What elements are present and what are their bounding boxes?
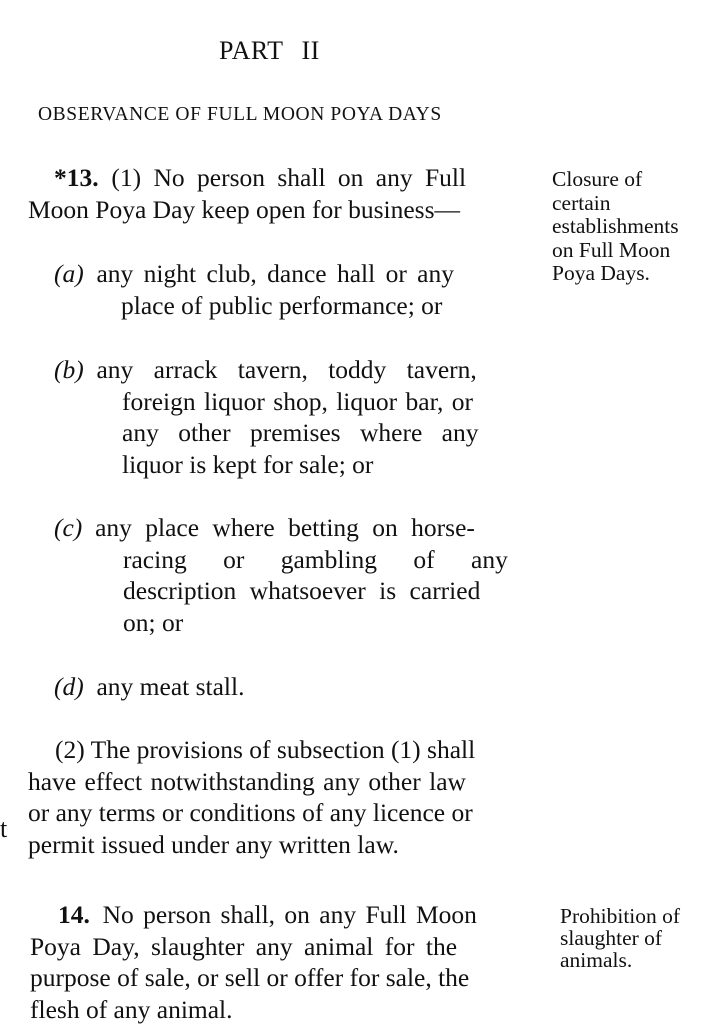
item-d-line1: any meat stall.: [96, 672, 245, 701]
item-a-line2: place of public performance; or: [121, 290, 443, 320]
sub2-line1: (2) The provisions of subsection (1) shall: [55, 735, 476, 764]
item-b: [54, 354, 536, 480]
margin-note-14-line: Prohibition of: [560, 904, 681, 928]
item-b-line2: foreign liquor shop, liquor bar, or: [122, 386, 474, 416]
sub2-line3: or any terms or conditions of any licence or: [28, 798, 473, 827]
margin-note-13: [552, 168, 679, 286]
margin-note-14: [560, 905, 680, 971]
stray-character: t: [0, 814, 8, 843]
section-13-lead-line1: (1) No person shall on any Full: [111, 163, 467, 192]
item-c-line2: racing or gambling of any: [123, 544, 508, 574]
item-a: [54, 258, 536, 321]
section-13-number: *13.: [54, 163, 99, 192]
item-c-line3: description whatsoever is carried: [123, 576, 481, 605]
item-b-line4: liquor is kept for sale; or: [122, 449, 374, 479]
item-a-label: (a): [54, 259, 84, 288]
part-heading: [219, 36, 320, 66]
item-b-label: (b): [54, 355, 84, 384]
margin-note-14-line: slaughter of: [560, 926, 663, 950]
margin-note-14-line: animals.: [560, 948, 633, 972]
item-a-line1: any night club, dance hall or any: [96, 259, 455, 288]
section-14: [30, 899, 540, 1025]
item-b-line1: any arrack tavern, toddy tavern,: [96, 355, 477, 384]
part-numeral: II: [301, 36, 320, 65]
section-14-line4: flesh of any animal.: [30, 994, 233, 1024]
item-d: [54, 671, 536, 703]
section-14-number: 14.: [58, 900, 90, 929]
margin-note-13-line: Closure of: [552, 167, 643, 191]
item-c-line1: any place where betting on horse-: [95, 513, 475, 542]
sub2-line4: permit issued under any written law.: [28, 829, 399, 859]
section-14-line2: Poya Day, slaughter any animal for the: [30, 931, 458, 961]
margin-note-13-line: on Full Moon: [552, 237, 671, 262]
item-c: [54, 512, 536, 638]
margin-note-13-line: establishments: [552, 214, 679, 239]
item-d-label: (d): [54, 672, 84, 701]
section-14-line1: No person shall, on any Full Moon: [102, 900, 477, 929]
section-heading: OBSERVANCE OF FULL MOON POYA DAYS: [38, 104, 442, 125]
item-c-line4: on; or: [123, 607, 184, 637]
part-label: PART: [219, 36, 284, 65]
section-14-line3: purpose of sale, or sell or offer for sale, the: [30, 963, 470, 992]
margin-note-13-line: Poya Days.: [552, 261, 650, 286]
section-13-lead-line2: Moon Poya Day keep open for business—: [28, 194, 461, 224]
item-c-label: (c): [54, 513, 83, 542]
section-13-lead: [28, 162, 536, 225]
margin-note-13-line: certain: [552, 190, 611, 215]
sub2-line2: have effect notwithstanding any other law: [28, 766, 466, 796]
item-b-line3: any other premises where any: [122, 418, 479, 447]
section-13-sub2: [28, 734, 538, 860]
